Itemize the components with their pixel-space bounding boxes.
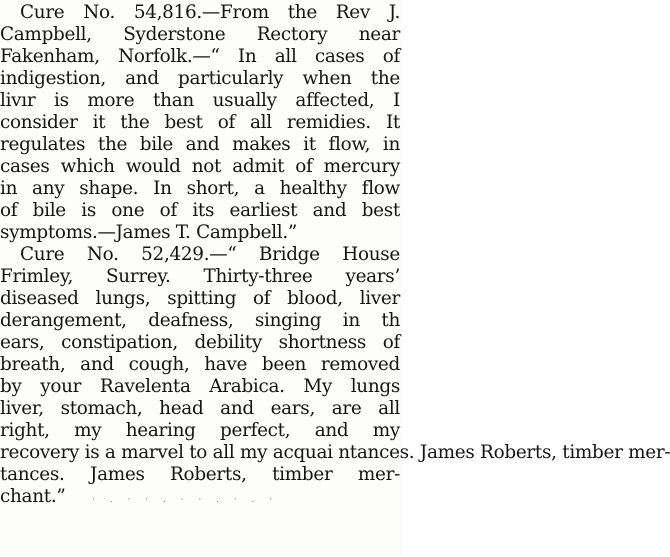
text-line-19: liver, stomach, head and ears, are all	[0, 398, 400, 419]
text-line-15: derangement, deafness, singing in th	[0, 310, 400, 331]
text-line-22: tances. James Roberts, timber mer-	[0, 464, 400, 485]
text-line-10: of bile is one of its earliest and best	[0, 200, 400, 221]
text-line-8: cases which would not admit of mercury	[0, 156, 400, 177]
text-line-9: in any shape. In short, a healthy flow	[0, 178, 400, 199]
text-line-2: Campbell, Syderstone Rectory near	[0, 24, 400, 45]
text-line-12: Cure No. 52,429.—“ Bridge House	[20, 244, 400, 265]
text-line-23: chant.”	[0, 486, 66, 507]
text-line-14: diseased lungs, spitting of blood, liver	[0, 288, 400, 309]
text-line-1: Cure No. 54,816.—From the Rev J.	[20, 2, 400, 23]
text-line-3: Fakenham, Norfolk.—“ In all cases of	[0, 46, 400, 67]
text-line-13: Frimley, Surrey. Thirty-three years’	[0, 266, 400, 287]
text-line-11: symptoms.—James T. Campbell.”	[0, 222, 298, 243]
text-line-21: recovery is a marvel to all my acquai ntances. James Roberts, timber mer-	[0, 442, 670, 463]
text-line-18: by your Ravelenta Arabica. My lungs	[0, 376, 400, 397]
text-line-16: ears, constipation, debility shortness of	[0, 332, 400, 353]
print-speckle-texture: · . · · . · · . · . ·	[92, 495, 279, 505]
text-line-17: breath, and cough, have been removed	[0, 354, 400, 375]
text-line-4: indigestion, and particularly when the	[0, 68, 400, 89]
text-line-5: livır is more than usually affected, I	[0, 90, 400, 111]
text-line-20: right, my hearing perfect, and my	[0, 420, 400, 441]
text-line-7: regulates the bile and makes it flow, in	[0, 134, 400, 155]
text-line-6: consider it the best of all remidies. It	[0, 112, 400, 133]
